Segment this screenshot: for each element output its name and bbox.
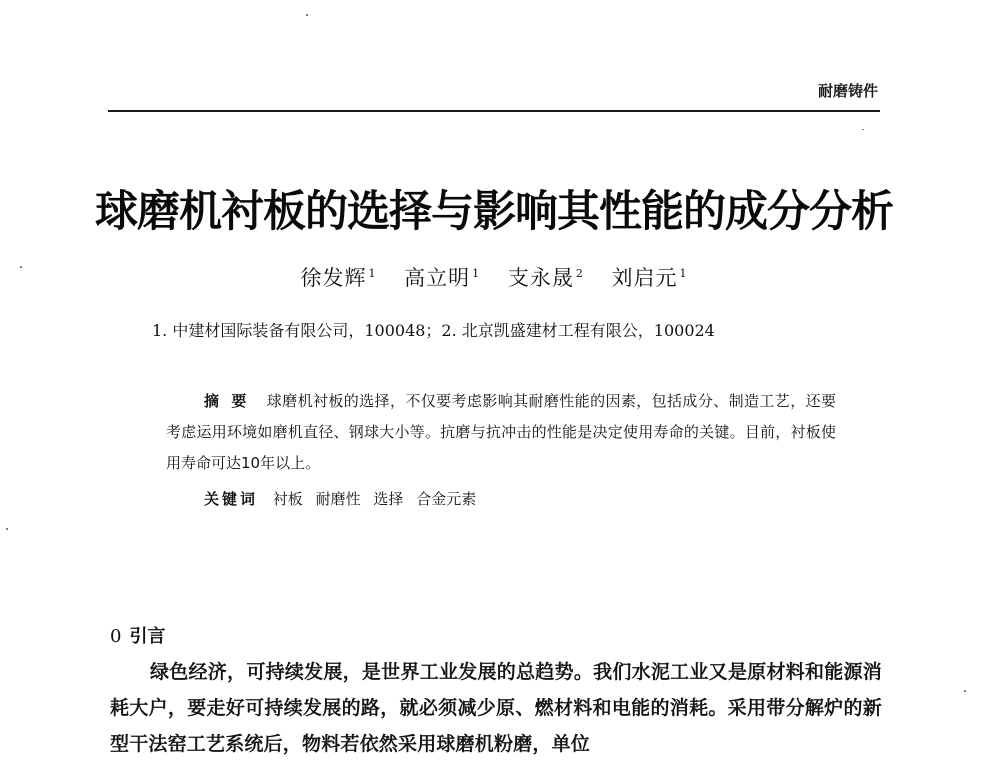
scan-speck (20, 266, 22, 268)
paper-title: 球磨机衬板的选择与影响其性能的成分分析 (95, 187, 893, 237)
scan-speck (6, 528, 8, 530)
scan-speck (862, 129, 864, 130)
abstract (166, 386, 836, 479)
running-header-section-label: 耐磨铸件 (817, 82, 878, 100)
section-title: 引言 (129, 626, 166, 647)
abstract-text: 球磨机衬板的选择，不仅要考虑影响其耐磨性能的因素，包括成分、制造工艺，还要考虑运用环境如磨机直径、钢球大小等。抗磨与抗冲击的性能是决定使用寿命的关键。目前，衬板使用寿命可达10年以上。 (166, 392, 836, 472)
keyword: 衬板 (272, 490, 303, 508)
author: 支永晟 $^2$ (507, 266, 584, 290)
author: 高立明 $^1$ (404, 266, 481, 290)
author: 徐发辉 $^1$ (300, 266, 377, 290)
author: 刘启元 $^1$ (611, 266, 688, 290)
section-heading (110, 622, 165, 648)
author-list (0, 262, 988, 292)
abstract-label: 摘要 (204, 392, 259, 410)
body-paragraph: 绿色经济，可持续发展，是世界工业发展的总趋势。我们水泥工业又是原材料和能源消耗大户，要走好可持续发展的路，就必须减少原、燃材料和电能的消耗。采用带分解炉的新型干法窑工艺系统后，物料若依然采用球磨机粉磨，单位 (110, 661, 882, 755)
affiliations: 1. 中建材国际装备有限公司，100048；2. 北京凯盛建材工程有限公，100024 (152, 321, 715, 340)
section-number: 0 (110, 626, 122, 647)
keywords (204, 488, 484, 509)
keyword: 选择 (373, 490, 404, 508)
scan-speck (964, 690, 966, 692)
keyword: 耐磨性 (315, 490, 361, 508)
scan-speck (306, 14, 308, 16)
keywords-label: 关键词 (204, 490, 259, 508)
keyword: 合金元素 (416, 490, 477, 508)
header-rule (108, 110, 880, 112)
